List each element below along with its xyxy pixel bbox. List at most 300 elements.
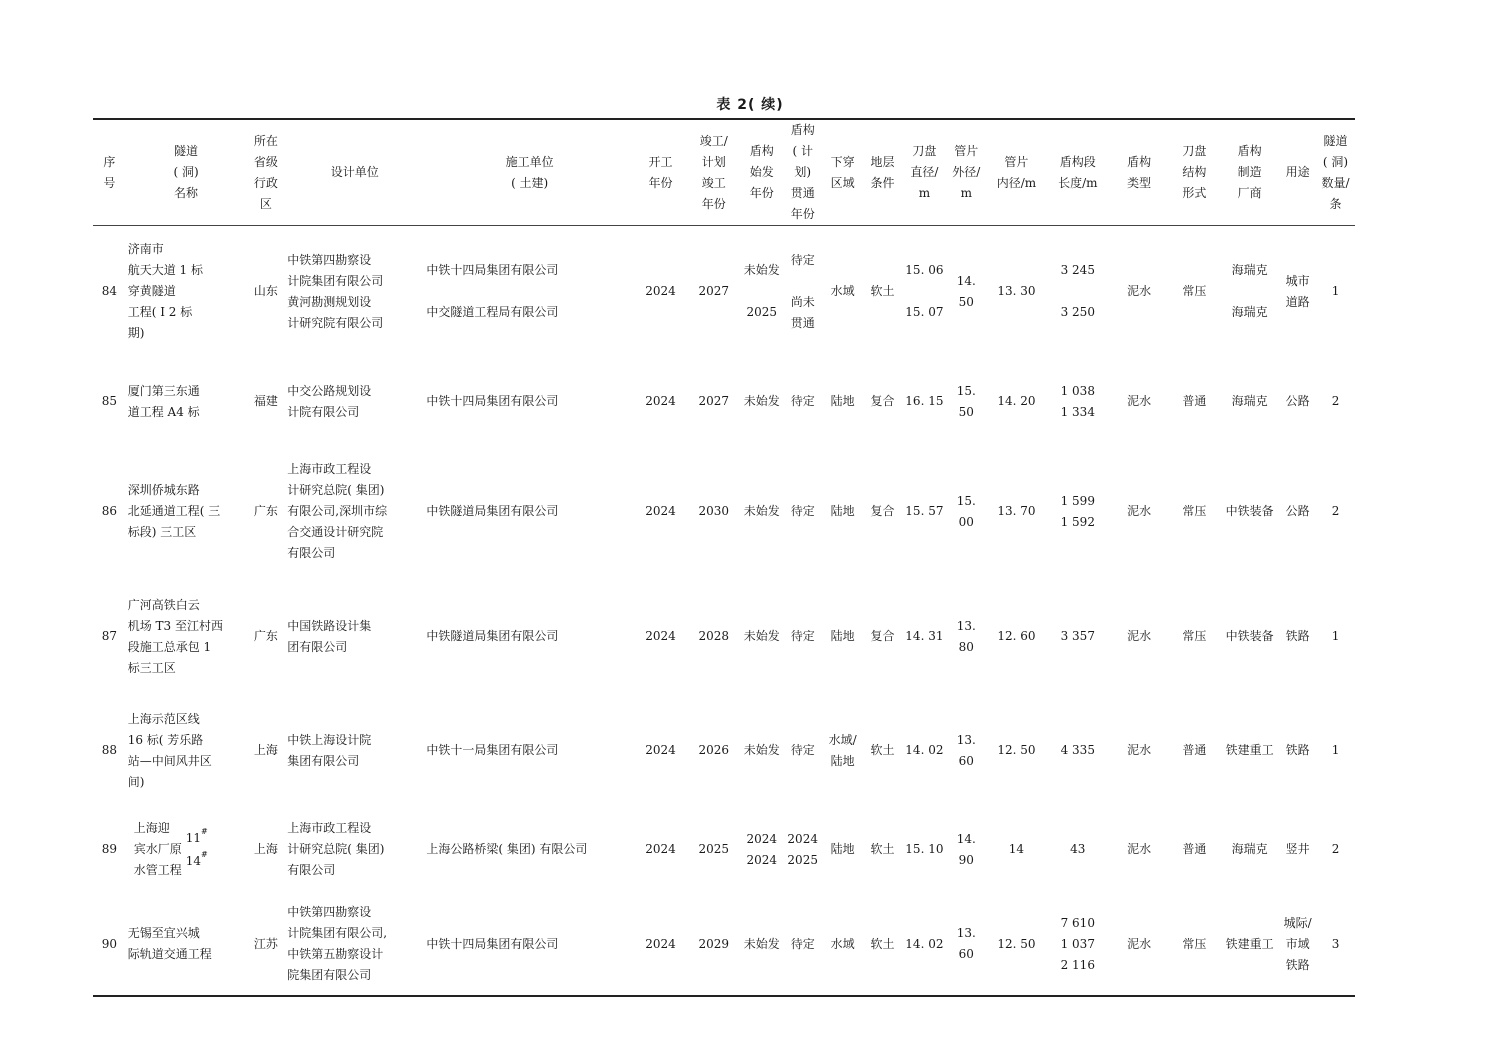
cell-line: 中铁十四局集团有限公司: [426, 394, 559, 408]
cell-line: 段施工总承包 1: [127, 639, 212, 654]
table-row: [93, 226, 1355, 358]
cell-maker: [1220, 696, 1279, 806]
cell-line: 号: [103, 175, 116, 190]
cell-line: 上海迎: [133, 821, 170, 835]
cell-use: [1279, 806, 1316, 894]
cell-line: 计院集团有限公司: [287, 273, 384, 288]
cell-use: [1279, 696, 1316, 806]
cell-stratum: [862, 358, 903, 446]
cell-line: 待定: [790, 504, 815, 518]
cell-construction: [424, 696, 635, 806]
column-header: [1279, 119, 1316, 226]
cell-line: 中铁隧道局集团有限公司: [426, 504, 559, 518]
cell-line: 计研究总院( 集团): [287, 483, 385, 497]
cell-line: 常压: [1182, 284, 1207, 299]
cell-count: [1316, 226, 1355, 358]
cell-name: [126, 894, 247, 996]
cell-line: 复合: [870, 504, 895, 518]
cell-length: [1046, 358, 1109, 446]
cell-line: 泥水: [1127, 284, 1152, 299]
cell-line: 15. 57: [905, 504, 944, 518]
cell-line: 未始发: [743, 743, 780, 757]
cell-launch: [741, 358, 782, 446]
cell-line: 竖井: [1285, 842, 1310, 856]
cell-cutter: [903, 696, 946, 806]
cell-line: 穿黄隧道: [127, 284, 176, 299]
cell-line: 铁路: [1285, 957, 1310, 972]
cell-line: 刀盘: [912, 144, 937, 158]
cell-area: [823, 696, 862, 806]
cell-line: 未始发: [743, 394, 780, 408]
cell-line: 竣工/: [699, 133, 728, 148]
cell-line: 市域: [1285, 936, 1310, 951]
cell-line: 常压: [1182, 504, 1207, 518]
cell-line: 13. 70: [997, 504, 1036, 518]
cell-design: [285, 696, 424, 806]
cell-line: 2025: [698, 842, 729, 856]
cell-line: 长度/m: [1058, 175, 1098, 190]
cell-line: 标三工区: [127, 660, 176, 675]
cell-no: [93, 446, 126, 578]
cell-line: 形式: [1182, 186, 1207, 200]
cell-line: 泥水: [1127, 936, 1152, 951]
cell-line: 水域/: [828, 732, 857, 747]
cell-line: 年份: [749, 186, 774, 200]
cell-line: 待定: [790, 394, 815, 408]
cell-length: [1046, 894, 1109, 996]
cell-line: ( 计划): [792, 144, 813, 179]
cell-inner: [987, 226, 1046, 358]
column-header: [782, 119, 823, 226]
cell-outer: [946, 806, 987, 894]
cell-line: 未始发: [743, 263, 780, 278]
cell-maker: [1220, 358, 1279, 446]
cell-line: 广河高铁白云: [127, 597, 200, 612]
cell-line: 2024: [746, 852, 778, 867]
cell-start: [635, 806, 686, 894]
cell-line: 海瑞克: [1231, 842, 1268, 856]
cell-line: 陆地: [830, 629, 855, 643]
cell-line: 2027: [698, 284, 729, 299]
cell-line: 2024: [645, 629, 676, 643]
cell-name: [126, 578, 247, 696]
column-header: [946, 119, 987, 226]
cell-line: 15. 06: [905, 263, 944, 278]
cell-line: 标段) 三工区: [127, 525, 197, 539]
cell-cutter: [903, 894, 946, 996]
table-body: [93, 226, 1355, 996]
cell-line: 1 592: [1060, 514, 1095, 529]
cell-line: [426, 281, 633, 302]
cell-line: 2: [1331, 504, 1340, 518]
cell-line: 3 357: [1060, 629, 1095, 643]
cell-outer: [946, 226, 987, 358]
cell-line: 际轨道交通工程: [127, 947, 212, 961]
column-header: [93, 119, 126, 226]
cell-line: 上海: [253, 743, 278, 757]
cell-cutter: [903, 578, 946, 696]
cell-line: 13. 60: [956, 926, 976, 961]
cell-line: 区域: [830, 175, 855, 190]
cell-end: [686, 226, 741, 358]
cell-cutter: [903, 226, 946, 358]
cell-line: 泥水: [1127, 629, 1152, 643]
column-header: [741, 119, 782, 226]
cell-through: [782, 578, 823, 696]
cell-line: 机场 T3 至江村西: [127, 618, 223, 633]
cell-line: 内径/m: [996, 175, 1037, 190]
cell-construction: [424, 226, 635, 358]
cell-line: 用途: [1285, 165, 1310, 179]
column-header: [246, 119, 285, 226]
cell-area: [823, 226, 862, 358]
cell-outer: [946, 578, 987, 696]
cell-line: 设计单位: [330, 165, 379, 179]
cell-province: [246, 696, 285, 806]
cell-line: 道工程 A4 标: [127, 404, 200, 419]
cell-end: [686, 358, 741, 446]
cell-line: 水域: [830, 284, 855, 299]
cell-line: 15. 07: [905, 305, 944, 320]
cell-line: 1 037: [1060, 936, 1095, 951]
cell-line: 间): [127, 774, 145, 789]
tunnel-table-container: [93, 118, 1355, 997]
cell-construction: [424, 358, 635, 446]
cell-line: 施工单位: [505, 154, 554, 169]
cell-type: [1109, 446, 1168, 578]
cell-cutter: [903, 446, 946, 578]
cell-line: 泥水: [1127, 842, 1152, 856]
cell-use: [1279, 358, 1316, 446]
cell-type: [1109, 358, 1168, 446]
column-header: [903, 119, 946, 226]
cell-line: [784, 271, 821, 292]
cell-area: [823, 806, 862, 894]
cell-line: 2028: [698, 629, 729, 643]
cell-line: 2025: [787, 852, 818, 867]
cell-line: 刀盘: [1182, 144, 1207, 158]
cell-outer: [946, 894, 987, 996]
cell-line: 有限公司: [287, 863, 336, 877]
cell-outer: [946, 446, 987, 578]
cell-line: 地层: [870, 154, 895, 169]
well-number: 14#: [185, 849, 208, 868]
cell-start: [635, 226, 686, 358]
cell-line: 海瑞克: [1231, 263, 1268, 278]
column-header: [126, 119, 247, 226]
cell-line: 计院集团有限公司,: [287, 926, 388, 940]
cell-line: 计研究院有限公司: [287, 315, 384, 330]
column-header: [635, 119, 686, 226]
cell-line: 86: [101, 504, 117, 518]
cell-through: [782, 226, 823, 358]
cell-count: [1316, 696, 1355, 806]
cell-launch: [741, 806, 782, 894]
table-row: [93, 806, 1355, 894]
cell-inner: [987, 696, 1046, 806]
cell-line: 陆地: [830, 842, 855, 856]
cell-line: 14. 02: [905, 936, 944, 951]
cell-line: 管片: [954, 144, 979, 158]
cell-line: 中交公路规划设: [287, 383, 372, 398]
cell-line: 盾构: [1237, 144, 1262, 158]
cell-line: 上海市政工程设: [287, 821, 372, 835]
cell-line: 公路: [1285, 394, 1310, 408]
cell-line: 中铁第四勘察设: [287, 252, 372, 267]
cell-construction: [424, 894, 635, 996]
cell-line: 软土: [870, 284, 895, 299]
cell-count: [1316, 446, 1355, 578]
cell-end: [686, 578, 741, 696]
cell-line: 待定: [790, 252, 815, 267]
cell-line: 北延通道工程( 三: [127, 504, 221, 518]
cell-line: 2: [1331, 842, 1340, 856]
cell-line: 行政: [253, 175, 278, 190]
cell-province: [246, 358, 285, 446]
cell-line: 上海公路桥梁( 集团) 有限公司: [426, 842, 588, 856]
cell-line: ( 土建): [511, 175, 549, 190]
cell-line: 中铁装备: [1225, 629, 1274, 643]
cell-launch: [741, 894, 782, 996]
well-number: 11#: [185, 826, 208, 845]
cell-line: 院集团有限公司: [287, 968, 372, 982]
cell-line: 竣工: [701, 175, 726, 190]
cell-outer: [946, 696, 987, 806]
cell-length: [1046, 696, 1109, 806]
cell-line: 结构: [1182, 165, 1207, 179]
cell-no: [93, 226, 126, 358]
cell-line: 上海示范区线: [127, 711, 200, 726]
cell-line: 陆地: [830, 504, 855, 518]
cell-line: 待定: [790, 743, 815, 757]
cell-line: 12. 60: [997, 629, 1036, 643]
cell-line: 有限公司,深圳市综: [287, 504, 388, 518]
cell-line: 15. 50: [956, 383, 976, 419]
cell-design: [285, 578, 424, 696]
cell-line: 城市: [1285, 273, 1310, 288]
tunnel-name: [134, 818, 182, 881]
cell-line: 3 250: [1060, 305, 1095, 320]
cell-line: 中铁十四局集团有限公司: [426, 936, 559, 951]
cell-line: 上海: [253, 842, 278, 856]
cell-type: [1109, 894, 1168, 996]
table-row: [93, 446, 1355, 578]
cell-name: [126, 696, 247, 806]
cell-no: [93, 894, 126, 996]
cell-area: [823, 578, 862, 696]
cell-line: ( 洞): [1322, 154, 1349, 169]
cell-line: 14: [1008, 842, 1025, 856]
cell-line: 山东: [253, 284, 278, 299]
cell-line: 1 599: [1060, 493, 1095, 508]
cell-type: [1109, 578, 1168, 696]
table-row: [93, 894, 1355, 996]
cell-stratum: [862, 894, 903, 996]
cell-design: [285, 226, 424, 358]
cell-line: 类型: [1127, 175, 1152, 190]
table-row: [93, 696, 1355, 806]
cell-line: 合交通设计研究院: [287, 525, 384, 539]
cell-length: [1046, 446, 1109, 578]
cell-line: ( 洞): [173, 165, 199, 179]
cell-structure: [1169, 696, 1220, 806]
cell-line: 14. 02: [905, 743, 944, 757]
cell-line: 始发: [749, 165, 774, 179]
cell-through: [782, 894, 823, 996]
cell-line: 条: [1329, 196, 1342, 211]
well-mark: #: [201, 826, 208, 836]
cell-area: [823, 894, 862, 996]
cell-line: 年份: [648, 175, 673, 190]
cell-line: 道路: [1285, 294, 1310, 309]
cell-line: 管片: [1004, 154, 1029, 169]
cell-line: 13. 30: [997, 284, 1036, 299]
cell-line: 济南市: [127, 242, 164, 257]
cell-area: [823, 358, 862, 446]
cell-line: 省级: [253, 154, 278, 169]
cell-line: 尚未: [790, 294, 815, 309]
cell-line: 2 116: [1060, 957, 1095, 972]
cell-line: 12. 50: [997, 743, 1036, 757]
cell-structure: [1169, 894, 1220, 996]
cell-line: 所在: [253, 133, 278, 148]
well-mark: #: [201, 849, 208, 859]
cell-province: [246, 226, 285, 358]
cell-count: [1316, 806, 1355, 894]
cell-no: [93, 806, 126, 894]
cell-line: 2024: [645, 842, 676, 856]
cell-line: 年份: [701, 196, 726, 211]
cell-line: 13. 80: [956, 618, 976, 654]
cell-line: 铁路: [1285, 629, 1310, 643]
cell-line: 陆地: [830, 394, 855, 408]
cell-line: 铁建重工: [1225, 936, 1274, 951]
cell-line: 2025: [746, 305, 778, 320]
cell-use: [1279, 226, 1316, 358]
cell-start: [635, 578, 686, 696]
cell-count: [1316, 358, 1355, 446]
cell-maker: [1220, 578, 1279, 696]
cell-construction: [424, 446, 635, 578]
cell-line: 16 标( 芳乐路: [127, 732, 204, 747]
column-header: [1316, 119, 1355, 226]
cell-line: 2024: [645, 936, 676, 951]
cell-line: 直径/: [910, 165, 939, 179]
cell-end: [686, 446, 741, 578]
cell-structure: [1169, 226, 1220, 358]
cell-line: 普通: [1182, 842, 1207, 856]
cell-line: 海瑞克: [1231, 305, 1268, 320]
cell-structure: [1169, 806, 1220, 894]
cell-line: 15. 00: [956, 493, 976, 529]
cell-line: [743, 281, 780, 302]
cell-line: 外径/: [952, 165, 981, 179]
column-header: [686, 119, 741, 226]
cell-line: 2024: [645, 743, 676, 757]
cell-line: 中铁十四局集团有限公司: [426, 263, 559, 278]
cell-line: 海瑞克: [1231, 394, 1268, 408]
cell-line: 铁建重工: [1225, 743, 1274, 757]
cell-line: 中国铁路设计集: [287, 618, 372, 633]
cell-line: 贯通: [790, 315, 815, 330]
cell-line: 14. 20: [997, 394, 1036, 408]
cell-line: 广东: [253, 629, 278, 643]
cell-maker: [1220, 446, 1279, 578]
cell-no: [93, 696, 126, 806]
cell-line: 16. 15: [905, 394, 944, 408]
cell-design: [285, 446, 424, 578]
cell-inner: [987, 358, 1046, 446]
cell-line: 89: [101, 842, 117, 856]
cell-line: 7 610: [1060, 915, 1095, 930]
column-header: [285, 119, 424, 226]
cell-line: 区: [259, 196, 272, 211]
cell-line: 软土: [870, 743, 895, 757]
cell-line: 铁路: [1285, 743, 1310, 757]
cell-line: 水域: [830, 936, 855, 951]
column-header: [1046, 119, 1109, 226]
cell-line: 中交隧道工程局有限公司: [426, 305, 559, 320]
cell-design: [285, 806, 424, 894]
cell-line: 1 334: [1060, 404, 1095, 419]
cell-line: 未始发: [743, 504, 780, 518]
cell-line: 盾构: [1127, 154, 1152, 169]
cell-design: [285, 894, 424, 996]
cell-line: 隧道: [174, 144, 199, 158]
cell-launch: [741, 696, 782, 806]
cell-stratum: [862, 446, 903, 578]
cell-line: 团有限公司: [287, 639, 348, 654]
cell-name: [126, 226, 247, 358]
cell-no: [93, 578, 126, 696]
column-header: [862, 119, 903, 226]
cell-cutter: [903, 806, 946, 894]
cell-line: 计院有限公司: [287, 404, 360, 419]
cell-through: [782, 806, 823, 894]
cell-line: 计研究总院( 集团): [287, 842, 385, 856]
cell-no: [93, 358, 126, 446]
cell-name: [126, 806, 247, 894]
cell-line: 期): [127, 326, 145, 341]
cell-line: 站—中间风井区: [127, 753, 212, 768]
cell-start: [635, 894, 686, 996]
cell-line: m: [918, 186, 931, 200]
cell-line: 名称: [174, 186, 199, 200]
cell-line: 2024: [645, 504, 676, 518]
cell-through: [782, 358, 823, 446]
cell-line: 中铁十一局集团有限公司: [426, 743, 559, 757]
cell-inner: [987, 894, 1046, 996]
cell-line: 待定: [790, 629, 815, 643]
cell-line: 盾构: [749, 144, 774, 158]
cell-line: 2024: [787, 831, 818, 846]
cell-line: 泥水: [1127, 743, 1152, 757]
cell-line: [1048, 281, 1107, 302]
cell-line: 2027: [698, 394, 729, 408]
cell-stratum: [862, 806, 903, 894]
cell-length: [1046, 806, 1109, 894]
cell-line: 2029: [698, 936, 729, 951]
column-header: [1220, 119, 1279, 226]
cell-end: [686, 806, 741, 894]
cell-type: [1109, 696, 1168, 806]
cell-line: 常压: [1182, 629, 1207, 643]
cell-line: 2024: [645, 394, 676, 408]
cell-maker: [1220, 226, 1279, 358]
cell-line: 2: [1331, 394, 1340, 408]
cell-line: 隧道: [1323, 133, 1348, 148]
column-header: [823, 119, 862, 226]
